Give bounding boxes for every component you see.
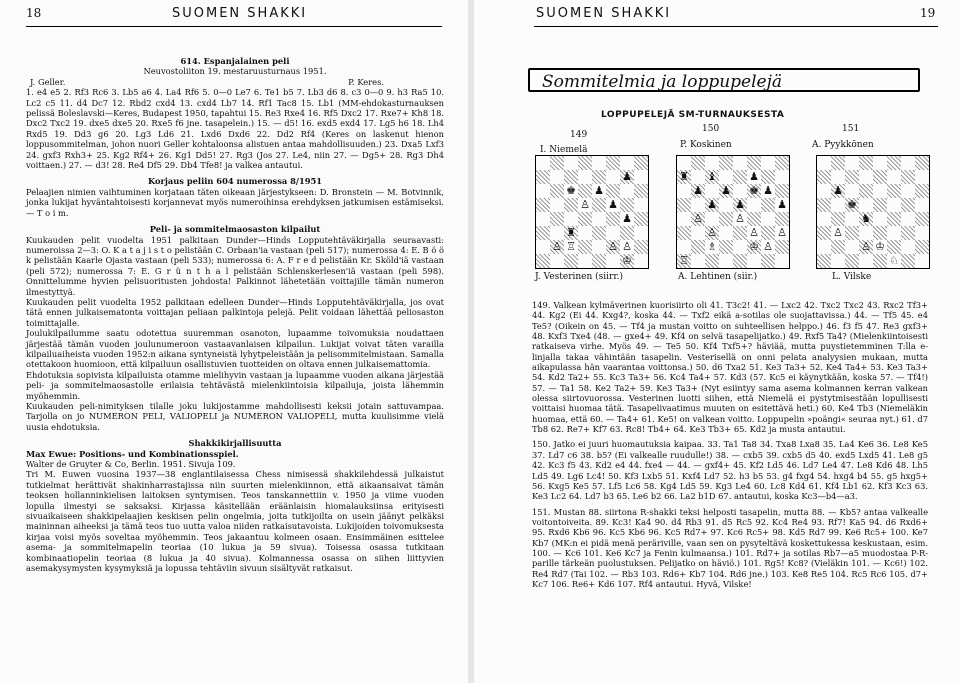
solution-paragraph-149: 149. Valkean kylmäverinen kuorisiirto oli 41. T3c2! 41. — Lxc2 42. Txc2 Txc2 43. Rxc2 Tf3+ 44. Kg2 (Ei 44. Kxg4?, koska 44. — Txf2 eikä a-sotilas ole suojattavissa.) 44. — Tf5 45. e4 Te5? (Oikein on 45. — Tf4 ja mustan voitto on suhteellisen helppo.) 46. f3 f5 47. Re3 gxf3+ 48. Kxf3 Txe4 (48. — gxe4+ 49. Kf4 on selvä tasapelijatko.) 49. Rxf5 Ta4? (Mielenkiintoisesti ratkaiseva virhe. Myös 49. — Te5 50. Kf4 Txf5+? häviää, mutta puystietemminen T:lla e-linjalla takaa vähintään tasapelin. Vesterisellä on onni pelata analyysien mukaan, mutta aikapulassa hän vaarantaa voittonsa.) 50. d6 Txa2 51. Ke3 Ta3+ 52. Ke4 Ta4+ 53. Ke3 Ta3+ 54. Kd2 Ta2+ 55. Kc3 Ta3+ 56. Kc4 Ta4+ 57. Kd3 (57. Kc5 ei käynytkään, koska 57. — Tf4!) 57. — Ta1 58. Ke2 Ta2+ 59. Ke3 Ta3+ (Nyt esiintyy sama asema kolmannen kerran valkean olessa siirtovuorossa. Vesterinen luotti siihen, että Niemelä ei pystytmisestään lopullisesti voittaisi huomaa tätä. Tasapelivaatimus muuten on esitettävä heti.) 60. Ke4 Tb3 (Niemeläkin huomaa, että 60. — Ta4+ 61. Ke5! on valkean voitto. Loppupelin »poängi« seuraa nyt.) 61. d7 Tb8 62. Re7+ Kf7 63. Rc8! Tb4+ 64. Ke3 Tb3+ 65. Kd2 ja musta antautui. — [532, 300, 928, 435]
puzzle-top-name: I. Niemelä — [540, 145, 588, 155]
game-moves: 1. e4 e5 2. Rf3 Rc6 3. Lb5 a6 4. La4 Rf6 5. 0—0 Le7 6. Te1 b5 7. Lb3 d6 8. c3 0—0 9. h3 Ra5 10. Lc2 c5 11. d4 Dc7 12. Rbd2 cxd4 13. cxd4 Lb7 14. Rf1 Tac8 15. Lb1 (MM-ehdokasturnauksen pelissä Boleslavski—Keres, Budapest 1950, tapahtui 15. Re3 Rxe4 16. Rf5 Dxc2 17. Rxe7+ Kh8 18. Dxc2 Txc2 19. dxe5 dxe5 20. Rxe5 f6 jne. tasapelein.) 15. — d5! 16. exd5 exd4 17. Lg5 h6 18. Lh4 Rxd5 19. Dd3 g6 20. Lg3 Ld6 21. Lxd6 Dxd6 22. Dd2 Rf4 (Keres on laskenut hienon loppusommitelman, johon nuori Geller kohtaloonsa alistuen antaa mahdollisuuden.) 23. Dxa5 Lxf3 24. gxf3 Rxh3+ 25. Kg2 Rf4+ 26. Kg1 Dd5! 27. Rg3 (Jos 27. Le4, niin 27. — Dg5+ 28. Rg3 Dh4 voittaen.) 27. — d3! 28. Re4 Df5 29. Db4 Tfe8! ja valkea antautui. — [26, 87, 444, 171]
puzzle-bottom-name: L. Vilske — [832, 272, 872, 282]
puzzle-number: 151 — [842, 124, 860, 134]
puzzle-top-name: A. Pyykkönen — [812, 140, 874, 150]
white-player: J. Geller. — [30, 76, 66, 87]
header-rule — [26, 26, 442, 27]
review-book-title: Max Ewue: Positions- und Kombinationsspiel. — [26, 448, 239, 459]
game-players — [26, 77, 444, 87]
black-player: P. Keres. — [348, 76, 384, 87]
page-header: SUOMEN SHAKKI — [536, 6, 672, 21]
solution-paragraph-151: 151. Mustan 88. siirtona R-shakki teksi helposti tasapelin, mutta 88. — Kb5? antaa valkealle voitontoiveita. 89. Kc3! Ka4 90. d4 Rb3 91. d5 Rc5 92. Kc4 Re4 93. Rf7! Ka5 94. d6 Rxd6+ 95. Rxd6 Kb6 96. Kc5 Kb6 96. Kc5 Rd7+ 97. Kc6 Rc5+ 98. Kd5 Rd7 99. Ke6 Rc5+ 100. Ke7 Kb7 (MK:n ei pidä menä peräriville, vaan sen on pysyteltävä koskettukessa keskustaan, esim. 100. — Kc6 101. Ke6 Kc7 ja Fenin kulmaansa.) 101. Rd7+ ja sotilas Rb7—a5 muodostaa P-R-parille tärkeän puolustuksen. Pelijatko on häviö.) 101. Rg5! Kc8? (Vieläkin 101. — Kc6!) 102. Re4 Rd7 (Tai 102. — Rb3 103. Rd6+ Kb7 104. Rd6 jne.) 103. Ke8 Re5 104. Rc5 Rc6 105. d7+ Kc7 106. Re6+ Kd6 107. Rf4 antautui. Hyvä, Vilske! — [532, 506, 928, 589]
section-subtitle: LOPPUPELEJÄ SM-TURNAUKSESTA — [601, 110, 785, 120]
korjaus-text: Pelaajien nimien vaihtuminen korjataan täten oikeaan järjestykseen: D. Bronstein — M. Botvinnik, jonka lukijat hyväntahtoisesti korjannevat myös numeroihinsa erehdyksen jatkumisen estämiseksi. — T o i m. — [26, 186, 444, 218]
review-text: Tri M. Euwen vuosina 1937—38 englantilaisessa Chess nimisessä shakkilehdessä julkaistut tutkielmat herättivät shakinharrastajissa niin suurten mielenkiinnon, että aikaansaivat tämän teoksen hollanninkielisen laitoksen syntymisen. Teos tanskannettiin v. 1950 ja viime vuoden lopulla ilmestyi se saksaksi. Kirjassa käsitellään eräänlaisin hiomalauksiinsa erityisesti sivuaikaiseen shakkipelaajien keskisen pelin ongelmia, joita tutkijoilta on usein jäänyt pelkäksi maininnan aiheeksi ja tämä teos tuo uutta valoa niiden ratkaisutavoista. Lukijoiden toivomuksesta kirjaa voisi myös soveltaa myöhemmin. Teos jakaantuu kolmeen osaan. Ensimmäinen esittelee asema- ja sommitelmapelin teoriaa (10 lukua ja 59 sivua). Toisessa osassa tutkitaan kombinaatiopelin teoriaa (8 lukua ja 40 sivua). Kolmannessa osassa on siihen liittyvien asemakysymysten kysymyksiä ja lopussa tehtäviin sivuun sisältyvät ratkaisut. — [26, 469, 444, 574]
review-section-title: Shakkikirjallisuutta — [188, 438, 282, 449]
kilpailut-paragraph-3: Joulukilpailumme saatu odotettua suuremman osanoton, lupaamme toivomuksia noudattaen järjestää tämän vuoden joulunumeroon vastaavanlaisen kilpailun. Lukijat voivat täten varailla kilpailuaiheista vuoden 1952:n aikana syntyneistä lyhytpeleistään ja pelisommitelmistaan. Samalla otettakoon huomioon, että kilpailuun osallistuvien tuotteiden on oltava ennen julkaisemattomia. — [26, 328, 444, 370]
left-column — [26, 30, 444, 574]
puzzle-number: 149 — [570, 130, 588, 140]
puzzle-number: 150 — [702, 124, 720, 134]
kilpailut-title: Peli- ja sommitelmaosaston kilpailut — [149, 224, 321, 235]
kilpailut-paragraph-2: Kuukauden pelit vuodelta 1952 palkitaan edelleen Dunder—Hinds Lopputehtäväkirjalla, jos ovat tätä ennen julkaisematonta voittajan peliaan palkintoja pelejä. Pelit voidaan lähettää peliosaston toimittajalle. — [26, 296, 444, 328]
page-header: SUOMEN SHAKKI — [172, 6, 308, 21]
puzzle-top-name: P. Koskinen — [680, 140, 732, 150]
kilpailut-paragraph-1: Kuukauden pelit vuodelta 1951 palkitaan Dunder—Hinds Lopputehtäväkirjalla seuraavasti: numeroissa 2—3: O. K a t a j i s t o pelistään C. Orbaan'ia vastaan (peli 517); numerossa 4: E. B ö ö k pelistään Kaarle Ojasta vastaan (peli 533); numerossa 6: A. F r e d pelistään Kr. Sköld'iä vastaan (peli 572); numerossa 7: E. G r ü n t h a l pelistään Schlenskerlesen'iä vastaan (peli 598). Onnittelumme hyvien pelisuoritusten johdosta! Palkinnot lähetetään voittajille tämän numeron ilmestyttyä. — [26, 234, 444, 297]
section-banner: Sommitelmia ja loppupelejä — [528, 68, 920, 92]
header-rule — [534, 26, 938, 27]
puzzle-bottom-name: J. Vesterinen (siirr.) — [535, 272, 624, 282]
review-publisher: Walter de Gruyter & Co, Berlin. 1951. Sivuja 109. — [26, 459, 236, 470]
chess-diagram-151: ♟ ♚ ♞ ♙ ♙ ♔ ♘ — [816, 155, 930, 269]
puzzle-bottom-name: A. Lehtinen (siir.) — [678, 272, 758, 282]
page-number: 18 — [26, 6, 42, 20]
solutions-text — [532, 300, 928, 589]
solution-paragraph-150: 150. Jatko ei juuri huomautuksia kaipaa. 33. Ta1 Ta8 34. Txa8 Lxa8 35. La4 Ke6 36. Le8 Ke5 37. Ld7 c6 38. b5? (Ei valkealle ruudulle!) 38. — cxb5 39. cxb5 d5 40. exd5 Lxd5 41. Le8 g5 42. Kc3 f5 43. Kd2 e4 44. fxe4 — 44. — gxf4+ 45. Kf2 Ld5 46. Ld7 Le4 47. Le8 Kd6 48. Lh5 Ld5 49. Lg6 Lc4! 50. Kf3 Lxb5 51. Kxf4 Ld7 52. h3 b5 53. g4 fxg4 54. hxg4 b4 55. g5 hxg5+ 56. Kxg5 Ke5 57. Lf5 Lc6 58. Kg4 Ld5 59. Kg3 Le4 60. Lc8 Kd4 61. Kf4 Lb1 62. Kf3 Kc3 63. Ke3 Lc2 64. Ld7 b3 65. Le6 b2 66. La2 b1D 67. antautui, koska Kc3—b4—a3. — [532, 439, 928, 502]
left-page — [0, 0, 468, 683]
korjaus-title: Korjaus peliin 604 numerossa 8/1951 — [147, 176, 323, 187]
kilpailut-paragraph-5: Kuukauden peli-nimityksen tilalle joku lukijostamme mahdollisesti keksii jotain sattuvampaa. Tarjolla on jo NUMERON PELI, VALIOPELI ja NUMERON VALIOPELI, mutta kuulisimme vielä uusia ehdotuksia. — [26, 401, 444, 432]
chess-diagram-149: ♟ ♚ ♟ ♙ ♟ ♟ ♜ ♙ ♖ ♙ ♙ ♔ — [535, 155, 649, 269]
game-number-line: 614. Espanjalainen peli — [180, 56, 290, 66]
chess-diagram-150: ♜ ♝ ♟ ♟ ♟ ♚ ♟ ♟ ♟ ♟ ♙ ♙ ♙ ♙ ♙ ♗ ♔ ♙ ♖ — [676, 155, 790, 269]
kilpailut-paragraph-4: Ehdotuksia sopivista kilpailuista otamme mielihyvin vastaan ja lupaamme vuoden aikana järjestää peli- ja sommitelmaosastolle erilaisia tehtävästä mielenkiintoisia kilpailuja, joista lähemmin myöhemmin. — [26, 369, 444, 401]
page-number: 19 — [920, 6, 936, 20]
game-event-line: Neuvostoliiton 19. mestaruusturnaus 1951. — [143, 66, 327, 77]
